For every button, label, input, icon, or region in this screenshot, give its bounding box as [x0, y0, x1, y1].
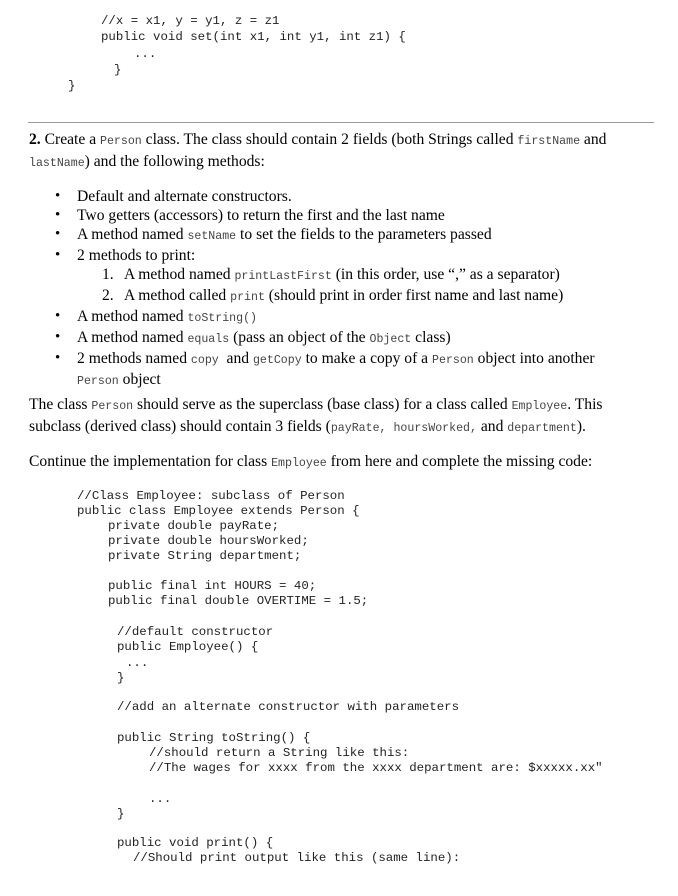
bullet-text: A method named	[77, 226, 188, 243]
section-divider	[28, 122, 654, 123]
code-alt-ctor-comment: //add an alternate constructor with parameters	[117, 700, 460, 714]
para-text: Continue the implementation for class	[29, 453, 272, 470]
code-tostring-comment-1: //should return a String like this:	[149, 746, 410, 760]
sublist-number: 2.	[102, 287, 114, 304]
para-text: should serve as the superclass (base class) for a class called	[133, 396, 512, 413]
list-item	[55, 187, 645, 206]
code-print-signature: public void print() {	[117, 836, 274, 850]
para-text: The class	[29, 396, 92, 413]
code-close-brace: }	[117, 671, 125, 685]
sublist-text: (in this order, use “,” as a separator)	[331, 266, 560, 283]
code-set-method-signature: public void set(int x1, int y1, int z1) {	[101, 30, 406, 44]
code-class-comment: //Class Employee: subclass of Person	[77, 489, 345, 503]
inline-code-object: Object	[369, 333, 412, 346]
bullet-text: and	[218, 350, 253, 367]
list-item	[55, 225, 645, 246]
code-default-ctor-signature: public Employee() {	[117, 640, 259, 654]
list-item	[55, 246, 645, 307]
question-number: 2.	[29, 131, 41, 148]
bullet-text: 2 methods to print:	[77, 247, 196, 264]
para-text: from here and complete the missing code:	[326, 453, 593, 470]
sublist-text: (should print in order first name and last name)	[264, 287, 564, 304]
bullet-text: class)	[411, 329, 451, 346]
question-2-intro	[29, 130, 649, 174]
inline-code-person: Person	[91, 400, 134, 413]
bullet-text: object into another	[473, 350, 595, 367]
code-outer-close-brace: }	[68, 79, 76, 93]
inline-code-print: print	[230, 291, 265, 304]
inline-code-fields: payRate, hoursWorked,	[330, 422, 477, 435]
list-item	[55, 307, 645, 328]
inline-code-person: Person	[77, 375, 119, 388]
bullet-text: A method named	[77, 308, 188, 325]
code-comment-line: //x = x1, y = y1, z = z1	[101, 14, 280, 28]
bullet-text: (pass an object of the	[229, 329, 370, 346]
bullet-text: Two getters (accessors) to return the first and the last name	[77, 207, 445, 224]
intro-text: ) and the following methods:	[84, 153, 265, 170]
code-default-ctor-comment: //default constructor	[117, 625, 274, 639]
code-inner-close-brace: }	[114, 63, 122, 77]
code-field-payrate: private double payRate;	[108, 519, 280, 533]
code-field-department: private String department;	[108, 549, 302, 563]
para-text: . This subclass (derived class) should contain 3 fields (	[29, 396, 603, 435]
list-item	[55, 328, 645, 349]
inline-code-person: Person	[100, 135, 142, 148]
code-tostring-signature: public String toString() {	[117, 731, 311, 745]
sublist-text: A method called	[124, 287, 231, 304]
para-text: and	[476, 418, 508, 435]
code-print-comment: //Should print output like this (same line):	[133, 851, 461, 865]
para-text: ).	[576, 418, 586, 435]
code-ellipsis: ...	[134, 47, 157, 61]
inline-code-printlastfirst: printLastFirst	[234, 270, 332, 283]
list-item	[55, 206, 645, 225]
inline-code-setname: setName	[187, 230, 237, 243]
sublist-number: 1.	[102, 266, 114, 283]
inline-code-firstname: firstName	[517, 135, 581, 148]
inline-code-employee: Employee	[511, 400, 568, 413]
bullet-text: Default and alternate constructors.	[77, 188, 292, 205]
code-close-brace: }	[117, 807, 125, 821]
code-ellipsis: ...	[149, 792, 172, 806]
methods-bullet-list	[55, 187, 645, 391]
superclass-paragraph	[29, 395, 649, 439]
print-methods-sublist	[77, 265, 645, 307]
list-item	[55, 349, 645, 391]
inline-code-employee: Employee	[271, 457, 327, 470]
sublist-item	[77, 265, 645, 286]
inline-code-equals: equals	[187, 333, 230, 346]
inline-code-copy: copy	[190, 354, 219, 367]
intro-text: Create a	[40, 131, 101, 148]
inline-code-lastname: lastName	[29, 157, 85, 170]
bullet-text: 2 methods named	[77, 350, 191, 367]
inline-code-tostring: toString()	[187, 312, 258, 325]
code-const-overtime: public final double OVERTIME = 1.5;	[108, 594, 369, 608]
code-tostring-comment-2: //The wages for xxxx from the xxxx department are: $xxxxx.xx"	[149, 761, 603, 775]
inline-code-department: department	[507, 422, 577, 435]
code-class-declaration: public class Employee extends Person {	[77, 504, 360, 518]
intro-text: class. The class should contain 2 fields (both Strings called	[141, 131, 518, 148]
continue-paragraph	[29, 452, 649, 474]
code-const-hours: public final int HOURS = 40;	[108, 579, 317, 593]
code-field-hoursworked: private double hoursWorked;	[108, 534, 309, 548]
bullet-text: to set the fields to the parameters passed	[236, 226, 492, 243]
code-ellipsis: ...	[126, 656, 149, 670]
sublist-item	[77, 286, 645, 307]
intro-text: and	[580, 131, 607, 148]
inline-code-getcopy: getCopy	[252, 354, 302, 367]
inline-code-person: Person	[432, 354, 474, 367]
bullet-text: A method named	[77, 329, 188, 346]
bullet-text: object	[118, 371, 161, 388]
bullet-text: to make a copy of a	[301, 350, 433, 367]
sublist-text: A method named	[124, 266, 235, 283]
